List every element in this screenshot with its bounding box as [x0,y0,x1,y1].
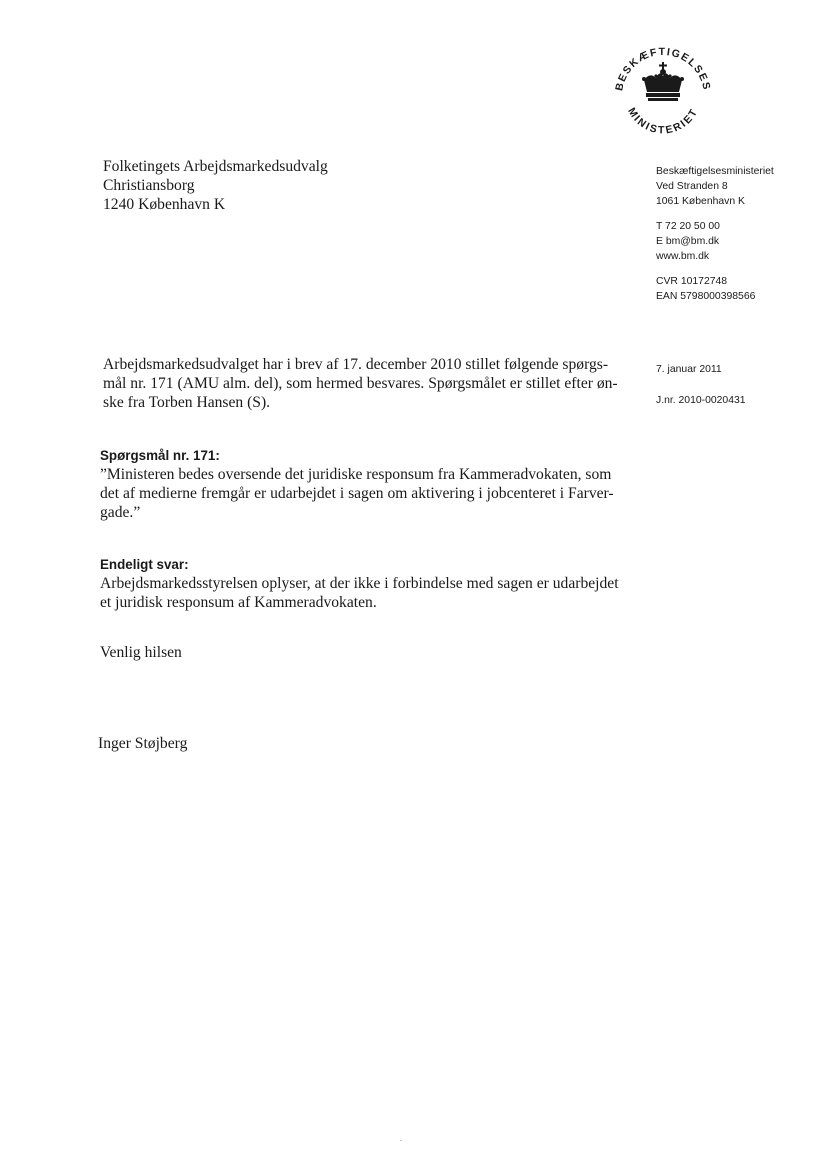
sender-registration [656,274,816,304]
sender-address [656,164,816,314]
intro-line: ske fra Torben Hansen (S). [103,394,271,411]
question-text [100,465,620,522]
answer-line: Arbejdsmarkedsstyrelsen oplyser, at der ikke i forbindelse med sagen er udarbejdet [100,575,619,592]
sender-web: www.bm.dk [656,251,710,262]
journal-number: J.nr. 2010-0020431 [656,395,746,406]
closing-greeting: Venlig hilsen [100,644,182,661]
svg-text:BESKÆFTIGELSES: BESKÆFTIGELSES [613,45,713,92]
question-section [100,447,620,522]
answer-text [100,574,620,612]
sender-phone: T 72 20 50 00 [656,221,720,232]
intro-paragraph [103,355,618,412]
svg-text:MINISTERIET: MINISTERIET [625,105,701,137]
letter-date: 7. januar 2011 [656,364,722,375]
sender-ean: EAN 5798000398566 [656,291,756,302]
sender-street: Ved Stranden 8 [656,181,728,192]
answer-heading: Endeligt svar: [100,557,189,572]
sender-cvr: CVR 10172748 [656,276,728,287]
ministry-seal-logo [606,40,720,138]
sender-postal [656,164,816,209]
intro-line: mål nr. 171 (AMU alm. del), som hermed besvares. Spørgsmålet er stillet efter øn- [103,375,618,392]
signature-name: Inger Støjberg [98,735,188,752]
question-line: ”Ministeren bedes oversende det juridiske responsum fra Kammeradvokaten, som [100,466,612,483]
answer-section [100,556,620,612]
recipient-line: 1240 København K [103,196,226,213]
sender-contact [656,219,816,264]
question-line: gade.” [100,504,141,521]
question-line: det af medierne fremgår er udarbejdet i sagen om aktivering i jobcenteret i Farver- [100,485,614,502]
sender-name: Beskæftigelsesministeriet [656,166,774,177]
intro-line: Arbejdsmarkedsudvalget har i brev af 17. december 2010 stillet følgende spørgs- [103,356,609,373]
letter-meta [656,362,816,408]
scan-speck [400,1140,402,1141]
recipient-line: Christiansborg [103,177,195,194]
recipient-address [103,157,328,214]
recipient-line: Folketingets Arbejdsmarkedsudvalg [103,158,328,175]
sender-city: 1061 København K [656,196,745,207]
crown-icon [642,62,684,101]
answer-line: et juridisk responsum af Kammeradvokaten. [100,594,377,611]
sender-email: E bm@bm.dk [656,236,720,247]
question-heading: Spørgsmål nr. 171: [100,448,220,463]
